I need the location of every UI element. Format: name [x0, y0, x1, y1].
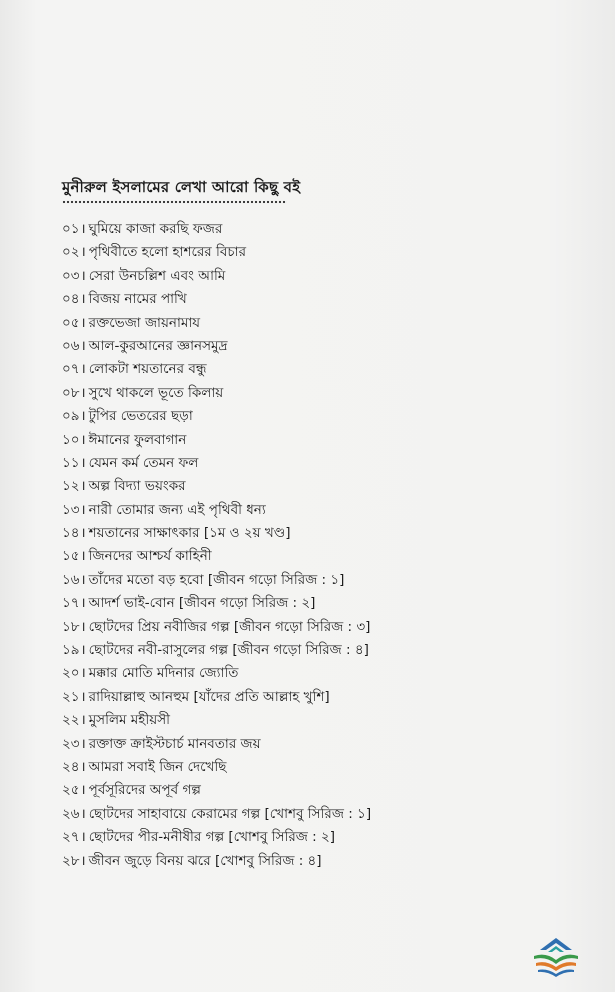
list-item: ২২। মুসলিম মহীয়সী: [62, 712, 170, 729]
book-title: বিজয় নামের পাখি: [88, 291, 187, 308]
book-title: সুখে থাকলে ভূতে কিলায়: [88, 384, 224, 401]
book-title: রাদিয়াল্লাহু আনহুম [যাঁদের প্রতি আল্লাহ খুশি]: [88, 688, 330, 705]
book-title: পৃথিবীতে হলো হাশরের বিচার: [88, 244, 247, 261]
list-item: ২৫। পূর্বসূরিদের অপূর্ব গল্প: [62, 782, 201, 799]
book-title: আমরা সবাই জিন দেখেছি: [88, 758, 227, 775]
book-title: অল্প বিদ্যা ভয়ংকর: [88, 478, 186, 495]
book-title: মুসলিম মহীয়সী: [88, 712, 170, 729]
list-item: ০৮। সুখে থাকলে ভূতে কিলায়: [62, 384, 224, 401]
list-item: ১৬। তাঁদের মতো বড় হবো [জীবন গড়ো সিরিজ : ১]: [62, 571, 345, 588]
book-title: ঘুমিয়ে কাজা করছি ফজর: [88, 221, 223, 237]
book-title: শয়তানের সাক্ষাৎকার [১ম ও ২য় খণ্ড]: [88, 525, 291, 542]
list-item: ১৯। ছোটদের নবী-রাসুলের গল্প [জীবন গড়ো সিরিজ : ৪]: [62, 642, 369, 659]
list-item: ২৮। জীবন জুড়ে বিনয় ঝরে [খোশবু সিরিজ : ৪]: [62, 852, 322, 869]
publisher-logo-icon: [528, 934, 584, 978]
list-item: ১৭। আদর্শ ভাই-বোন [জীবন গড়ো সিরিজ : ২]: [62, 595, 316, 612]
book-title: ছোটদের নবী-রাসুলের গল্প [জীবন গড়ো সিরিজ : ৪]: [88, 642, 369, 659]
list-item: ২৬। ছোটদের সাহাবায়ে কেরামের গল্প [খোশবু সিরিজ : ১]: [62, 805, 372, 822]
list-item: ০৪। বিজয় নামের পাখি: [62, 291, 187, 308]
book-title: যেমন কর্ম তেমন ফল: [88, 454, 199, 471]
book-title: ছোটদের পীর-মনীষীর গল্প [খোশবু সিরিজ : ২]: [88, 829, 336, 846]
list-item: ১১। যেমন কর্ম তেমন ফল: [62, 454, 199, 471]
book-title: রক্তভেজা জায়নামায: [88, 314, 201, 331]
list-item: ০৫। রক্তভেজা জায়নামায: [62, 314, 201, 331]
book-title: নারী তোমার জন্য এই পৃথিবী ধন্য: [88, 501, 266, 518]
book-title: আল-কুরআনের জ্ঞানসমুদ্র: [88, 337, 228, 354]
list-item: ০২। পৃথিবীতে হলো হাশরের বিচার: [62, 244, 247, 261]
list-item: ০৬। আল-কুরআনের জ্ঞানসমুদ্র: [62, 337, 228, 354]
list-item: ১৪। শয়তানের সাক্ষাৎকার [১ম ও ২য় খণ্ড]: [62, 525, 291, 542]
book-title: লোকটা শয়তানের বন্ধু: [88, 361, 207, 378]
book-title: টুপির ভেতরের ছড়া: [88, 408, 193, 425]
list-item: ০৩। সেরা উনচল্লিশ এবং আমি: [62, 267, 226, 284]
list-item: ১৩। নারী তোমার জন্য এই পৃথিবী ধন্য: [62, 501, 266, 518]
list-item: ২৪। আমরা সবাই জিন দেখেছি: [62, 758, 227, 775]
list-item: ১৫। জিনদের আশ্চর্য কাহিনী: [62, 548, 212, 565]
list-item: ১৮। ছোটদের প্রিয় নবীজির গল্প [জীবন গড়ো সিরিজ : ৩]: [62, 618, 371, 635]
list-item: ০৭। লোকটা শয়তানের বন্ধু: [62, 361, 207, 378]
book-title: ঈমানের ফুলবাগান: [88, 431, 187, 448]
list-item: ০১। ঘুমিয়ে কাজা করছি ফজর: [62, 221, 223, 237]
book-title: মক্কার মোতি মদিনার জ্যোতি: [88, 665, 239, 682]
book-title: জীবন জুড়ে বিনয় ঝরে [খোশবু সিরিজ : ৪]: [88, 852, 322, 869]
list-item: ২১। রাদিয়াল্লাহু আনহুম [যাঁদের প্রতি আল্লাহ খুশি]: [62, 688, 330, 705]
book-title: ছোটদের প্রিয় নবীজির গল্প [জীবন গড়ো সিরিজ : ৩]: [88, 618, 371, 635]
list-item: ১০। ঈমানের ফুলবাগান: [62, 431, 187, 448]
book-title: আদর্শ ভাই-বোন [জীবন গড়ো সিরিজ : ২]: [88, 595, 316, 612]
dotted-separator: [62, 200, 287, 204]
list-item: ১২। অল্প বিদ্যা ভয়ংকর: [62, 478, 186, 495]
book-title: রক্তাক্ত ক্রাইস্টচার্চ মানবতার জয়: [88, 735, 261, 752]
book-list: [62, 218, 371, 873]
list-item: ২৭। ছোটদের পীর-মনীষীর গল্প [খোশবু সিরিজ : ২]: [62, 829, 336, 846]
book-title: জিনদের আশ্চর্য কাহিনী: [88, 548, 212, 565]
book-title: ছোটদের সাহাবায়ে কেরামের গল্প [খোশবু সিরিজ : ১]: [88, 805, 372, 822]
page-heading: মুনীরুল ইসলামের লেখা আরো কিছু বই: [62, 178, 301, 196]
book-title: তাঁদের মতো বড় হবো [জীবন গড়ো সিরিজ : ১]: [88, 571, 345, 588]
list-item: ২৩। রক্তাক্ত ক্রাইস্টচার্চ মানবতার জয়: [62, 735, 261, 752]
book-title: সেরা উনচল্লিশ এবং আমি: [88, 267, 226, 284]
book-title: পূর্বসূরিদের অপূর্ব গল্প: [88, 782, 201, 799]
list-item: ২০। মক্কার মোতি মদিনার জ্যোতি: [62, 665, 239, 682]
list-item: ০৯। টুপির ভেতরের ছড়া: [62, 408, 193, 425]
